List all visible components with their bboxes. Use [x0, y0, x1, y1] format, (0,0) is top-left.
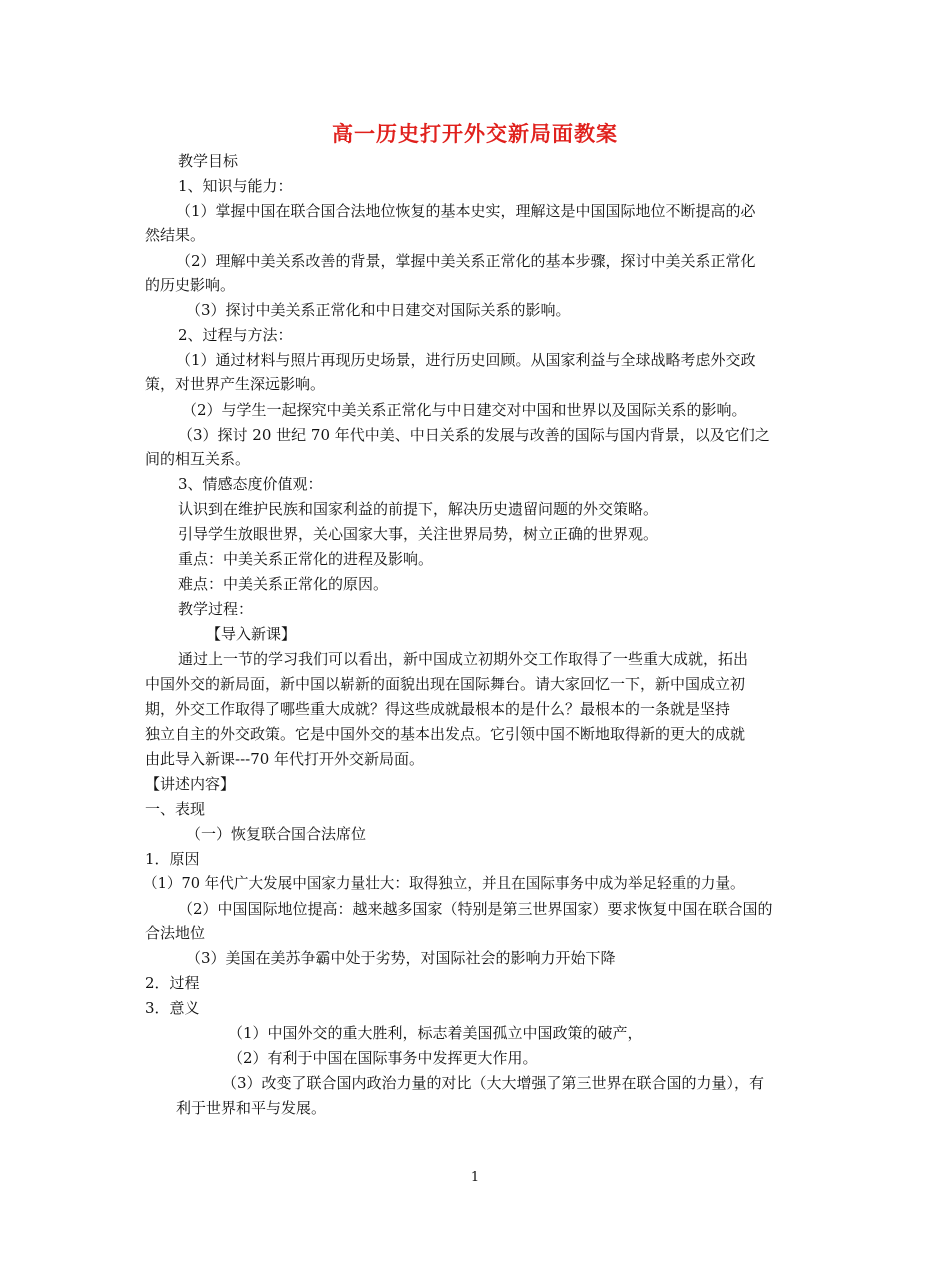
text-line: （一）恢复联合国合法席位 [186, 825, 367, 843]
text-line: 教学过程： [178, 600, 254, 618]
text-line: 3、情感态度价值观： [178, 475, 323, 493]
text-line: 1、知识与能力： [178, 177, 293, 195]
text-line: 一、表现 [145, 800, 206, 818]
text-line: （1）70 年代广大发展中国家力量壮大：取得独立，并且在国际事务中成为举足轻重的力量。 [143, 875, 745, 892]
page-number: 1 [470, 1170, 480, 1185]
text-line: 教学目标 [178, 152, 239, 170]
text-line: 难点：中美关系正常化的原因。 [178, 575, 389, 593]
text-line: 2．过程 [145, 974, 200, 992]
text-line: 策，对世界产生深远影响。 [145, 375, 326, 393]
section-heading: 【导入新课】 [206, 625, 297, 643]
section-heading: 【讲述内容】 [145, 775, 236, 793]
text-line: 合法地位 [145, 924, 206, 942]
text-line: 1．原因 [145, 850, 200, 868]
text-line: （2）有利于中国在国际事务中发挥更大作用。 [228, 1049, 538, 1067]
document-title: 高一历史打开外交新局面教案 [332, 122, 618, 146]
text-line: （2）与学生一起探究中美关系正常化与中日建交对中国和世界以及国际关系的影响。 [182, 401, 747, 419]
text-line: 独立自主的外交政策。它是中国外交的基本出发点。它引领中国不断地取得新的更大的成就 [145, 725, 746, 743]
text-line: 重点：中美关系正常化的进程及影响。 [178, 550, 434, 568]
text-line: （1）掌握中国在联合国合法地位恢复的基本史实，理解这是中国国际地位不断提高的必 [176, 202, 756, 220]
text-line: 然结果。 [145, 226, 206, 244]
text-line: （3）探讨中美关系正常化和中日建交对国际关系的影响。 [186, 301, 571, 319]
text-line: 间的相互关系。 [145, 450, 251, 468]
text-line: （3）美国在美苏争霸中处于劣势，对国际社会的影响力开始下降 [186, 949, 616, 967]
text-line: （2）中国国际地位提高：越来越多国家（特别是第三世界国家）要求恢复中国在联合国的 [178, 900, 773, 918]
text-line: （3）探讨 20 世纪 70 年代中美、中日关系的发展与改善的国际与国内背景，以及它们之 [178, 426, 770, 444]
text-line: 引导学生放眼世界，关心国家大事，关注世界局势，树立正确的世界观。 [178, 525, 659, 543]
text-line: 中国外交的新局面，新中国以崭新的面貌出现在国际舞台。请大家回忆一下，新中国成立初 [145, 675, 746, 693]
text-line: 的历史影响。 [145, 276, 236, 294]
text-line: 期，外交工作取得了哪些重大成就？得这些成就最根本的是什么？最根本的一条就是坚持 [145, 700, 731, 718]
text-line: 3．意义 [145, 999, 200, 1017]
text-line: （2）理解中美关系改善的背景，掌握中美关系正常化的基本步骤，探讨中美关系正常化 [176, 252, 756, 270]
text-line: 利于世界和平与发展。 [176, 1099, 327, 1117]
text-line: （1）通过材料与照片再现历史场景，进行历史回顾。从国家利益与全球战略考虑外交政 [176, 351, 756, 369]
text-line: 由此导入新课---70 年代打开外交新局面。 [145, 750, 425, 768]
text-line: 2、过程与方法： [178, 326, 293, 344]
text-line: 认识到在维护民族和国家利益的前提下，解决历史遗留问题的外交策略。 [178, 500, 659, 518]
text-line: 通过上一节的学习我们可以看出，新中国成立初期外交工作取得了一些重大成就，拓出 [178, 650, 749, 668]
text-line: （1）中国外交的重大胜利，标志着美国孤立中国政策的破产， [228, 1024, 643, 1042]
text-line: （3）改变了联合国内政治力量的对比（大大增强了第三世界在联合国的力量），有 [222, 1074, 765, 1092]
